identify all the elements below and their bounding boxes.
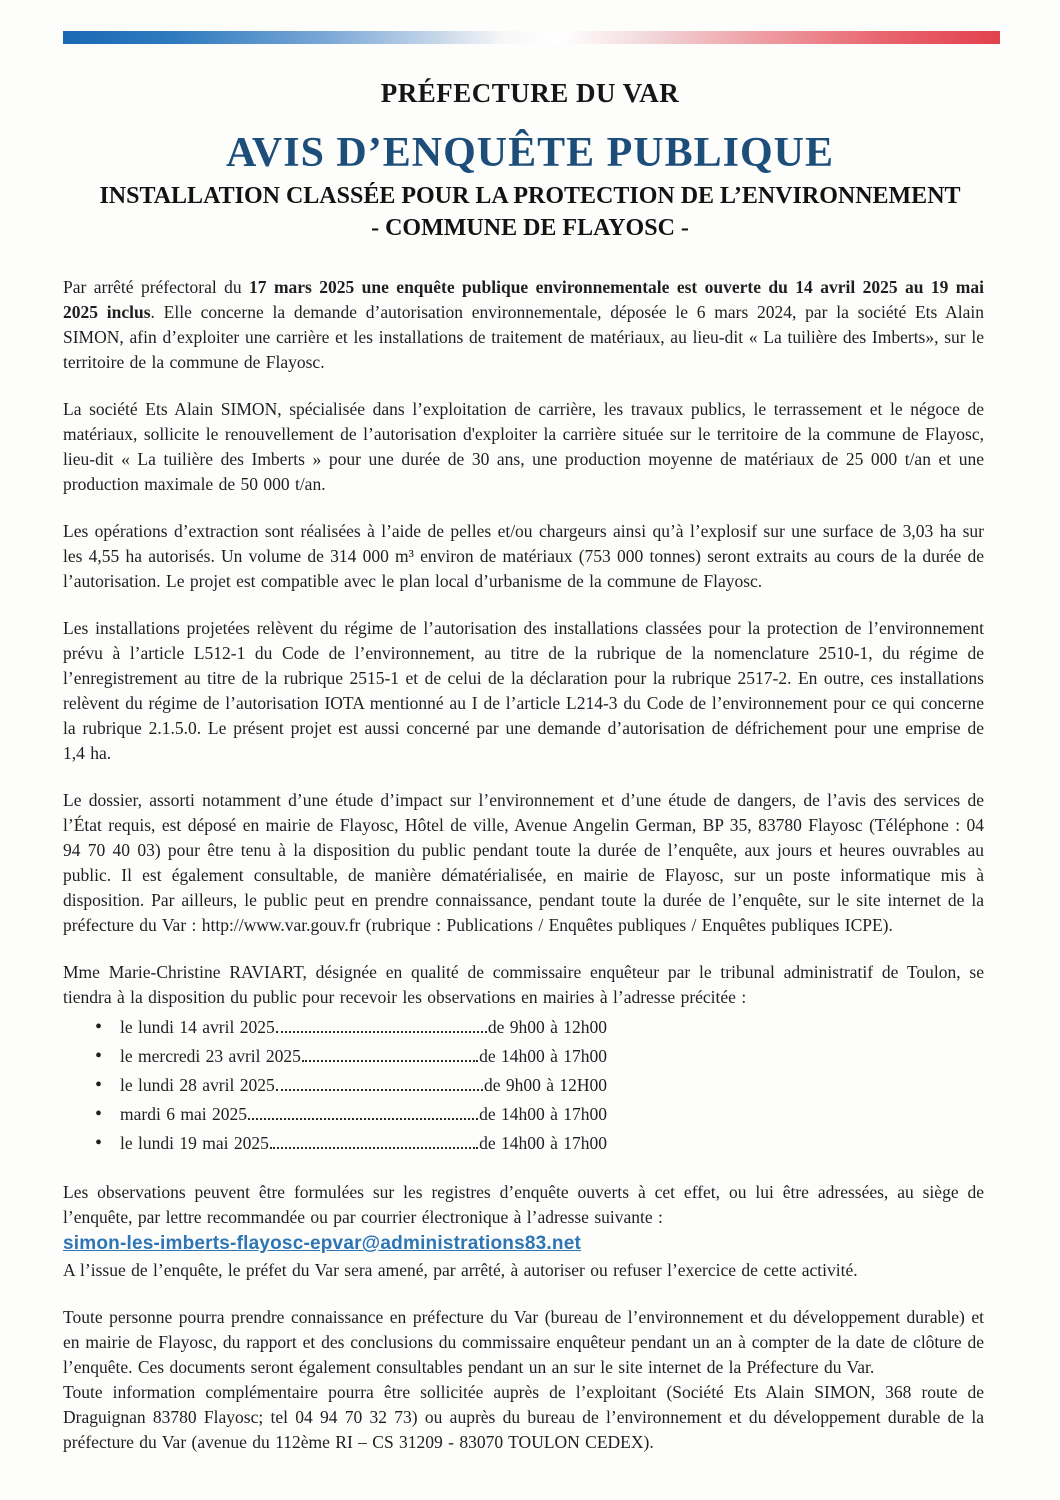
p1-bold-dates: 17 mars 2025 une enquête publique environnementale est ouverte du 14 avril 2025 au 19 mai 2025 inclus (63, 277, 984, 322)
dotted-leader (276, 1031, 487, 1033)
schedule-time: de 14h00 à 17h00 (479, 1046, 607, 1066)
schedule-time: de 14h00 à 17h00 (479, 1104, 607, 1124)
schedule-item (95, 1071, 607, 1100)
schedule-date: • le lundi 14 avril 2025 (120, 1017, 275, 1037)
dotted-leader (248, 1118, 478, 1120)
paragraph-commissaire: Mme Marie-Christine RAVIART, désignée en qualité de commissaire enquêteur par le tribunal administratif de Toulon, se tiendra à la disposition du public pour recevoir les observations en mairies à l’adresse précitée : (63, 962, 984, 1007)
tricolor-flag-bar (63, 31, 1000, 44)
notice-subtitle-icpe: INSTALLATION CLASSÉE POUR LA PROTECTION DE L’ENVIRONNEMENT (99, 183, 961, 209)
schedule-item (95, 1013, 607, 1042)
schedule-item (95, 1100, 607, 1129)
paragraph-regimes: Les installations projetées relèvent du régime de l’autorisation des installations classées pour la protection de l’environnement prévu à l’article L512-1 du Code de l’environnement, au titre de la rubrique de la nomenclature 2510-1, du régime de l’enregistrement au titre de la rubrique 2515-1 et de celui de la déclaration pour la rubrique 2517-2. En outre, ces installations relèvent du régime de l’autorisation IOTA mentionné au I de l’article L214-3 du Code de l’environnement pour ce qui concerne la rubrique 2.1.5.0. Le présent projet est aussi concerné par une demande d’autorisation de défrichement pour une emprise de 1,4 ha. (63, 618, 984, 763)
email-link[interactable]: simon-les-imberts-flayosc-epvar@administrations83.net (63, 1233, 581, 1254)
paragraph-arrete (63, 275, 984, 375)
notice-header (0, 78, 1060, 242)
paragraph-dossier: Le dossier, assorti notamment d’une étude d’impact sur l’environnement et d’une étude de dangers, de l’avis des services de l’État requis, est déposé en mairie de Flayosc, Hôtel de ville, Avenue Angelin German, BP 35, 83780 Flayosc (Téléphone : 04 94 70 40 03) pour être tenu à la disposition du public pendant toute la durée de l’enquête, aux jours et heures ouvrables au public. Il est également consultable, de manière dématérialisée, en mairie de Flayosc, sur un poste informatique mis à disposition. Par ailleurs, le public peut en prendre connaissance, pendant toute la durée de l’enquête, sur le site internet de la préfecture du Var : http://www.var.gouv.fr (rubrique : Publications / Enquêtes publiques / Enquêtes publiques ICPE). (63, 790, 984, 935)
schedule-item (95, 1129, 607, 1158)
notice-subtitle-commune: - COMMUNE DE FLAYOSC - (371, 215, 689, 241)
schedule-time: de 14h00 à 17h00 (479, 1133, 607, 1153)
dotted-leader (276, 1089, 483, 1091)
schedule-time: de 9h00 à 12H00 (483, 1075, 607, 1095)
paragraph-consultation-rapport: Toute personne pourra prendre connaissance en préfecture du Var (bureau de l’environnement et du développement durable) et en mairie de Flayosc, du rapport et des conclusions du commissaire enquêteur pendant un an à compter de la date de clôture de l’enquête. Ces documents seront également consultables pendant un an sur le site internet de la Préfecture du Var. (63, 1307, 984, 1377)
schedule-date: • le lundi 19 mai 2025 (120, 1133, 269, 1153)
paragraph-issue-enquete: A l’issue de l’enquête, le préfet du Var sera amené, par arrêté, à autoriser ou refuser l’exercice de cette activité. (63, 1260, 858, 1280)
paragraph-observations: Les observations peuvent être formulées sur les registres d’enquête ouverts à cet effet, ou lui être adressées, au siège de l’enquête, par lettre recommandée ou par courrier électronique à l’adresse suivante : (63, 1182, 984, 1227)
prefecture-title: PRÉFECTURE DU VAR (380, 78, 680, 108)
paragraph-information-complementaire: Toute information complémentaire pourra être sollicitée auprès de l’exploitant (Société Ets Alain SIMON, 368 route de Draguignan 83780 Flayosc; tel 04 94 70 32 73) ou auprès du bureau de l’environnement et du développement durable de la préfecture du Var (avenue du 112ème RI – CS 31209 - 83070 TOULON CEDEX). (63, 1382, 984, 1452)
dotted-leader (270, 1147, 478, 1149)
permanence-schedule-list (95, 1013, 607, 1158)
dotted-leader (302, 1060, 478, 1062)
paragraph-societe: La société Ets Alain SIMON, spécialisée dans l’exploitation de carrière, les travaux publics, le terrassement et le négoce de matériaux, sollicite le renouvellement de l’autorisation d'exploiter la carrière située sur le territoire de la commune de Flayosc, lieu-dit « La tuilière des Imberts » pour une durée de 30 ans, une production moyenne de matériaux de 25 000 t/an et une production maximale de 50 000 t/an. (63, 399, 984, 494)
schedule-date: • le mercredi 23 avril 2025 (120, 1046, 301, 1066)
p1-normal-start: Par arrêté préfectoral du (63, 277, 250, 297)
email-line (63, 1231, 984, 1256)
schedule-item (95, 1042, 607, 1071)
notice-body (0, 275, 1060, 1455)
schedule-time: de 9h00 à 12h00 (487, 1017, 607, 1037)
schedule-date: • mardi 6 mai 2025 (120, 1104, 247, 1124)
notice-title: AVIS D’ENQUÊTE PUBLIQUE (225, 130, 835, 176)
schedule-date: • le lundi 28 avril 2025 (120, 1075, 275, 1095)
paragraph-extraction: Les opérations d’extraction sont réalisées à l’aide de pelles et/ou chargeurs ainsi qu’à l’explosif sur une surface de 3,03 ha sur les 4,55 ha autorisés. Un volume de 314 000 m³ environ de matériaux (753 000 tonnes) seront extraits au cours de la durée de l’autorisation. Le projet est compatible avec le plan local d’urbanisme de la commune de Flayosc. (63, 521, 984, 591)
p1-normal-end: . Elle concerne la demande d’autorisation environnementale, déposée le 6 mars 2024, par la société Ets Alain SIMON, afin d’exploiter une carrière et les installations de traitement de matériaux, au lieu-dit « La tuilière des Imberts», sur le territoire de la commune de Flayosc. (63, 302, 984, 372)
